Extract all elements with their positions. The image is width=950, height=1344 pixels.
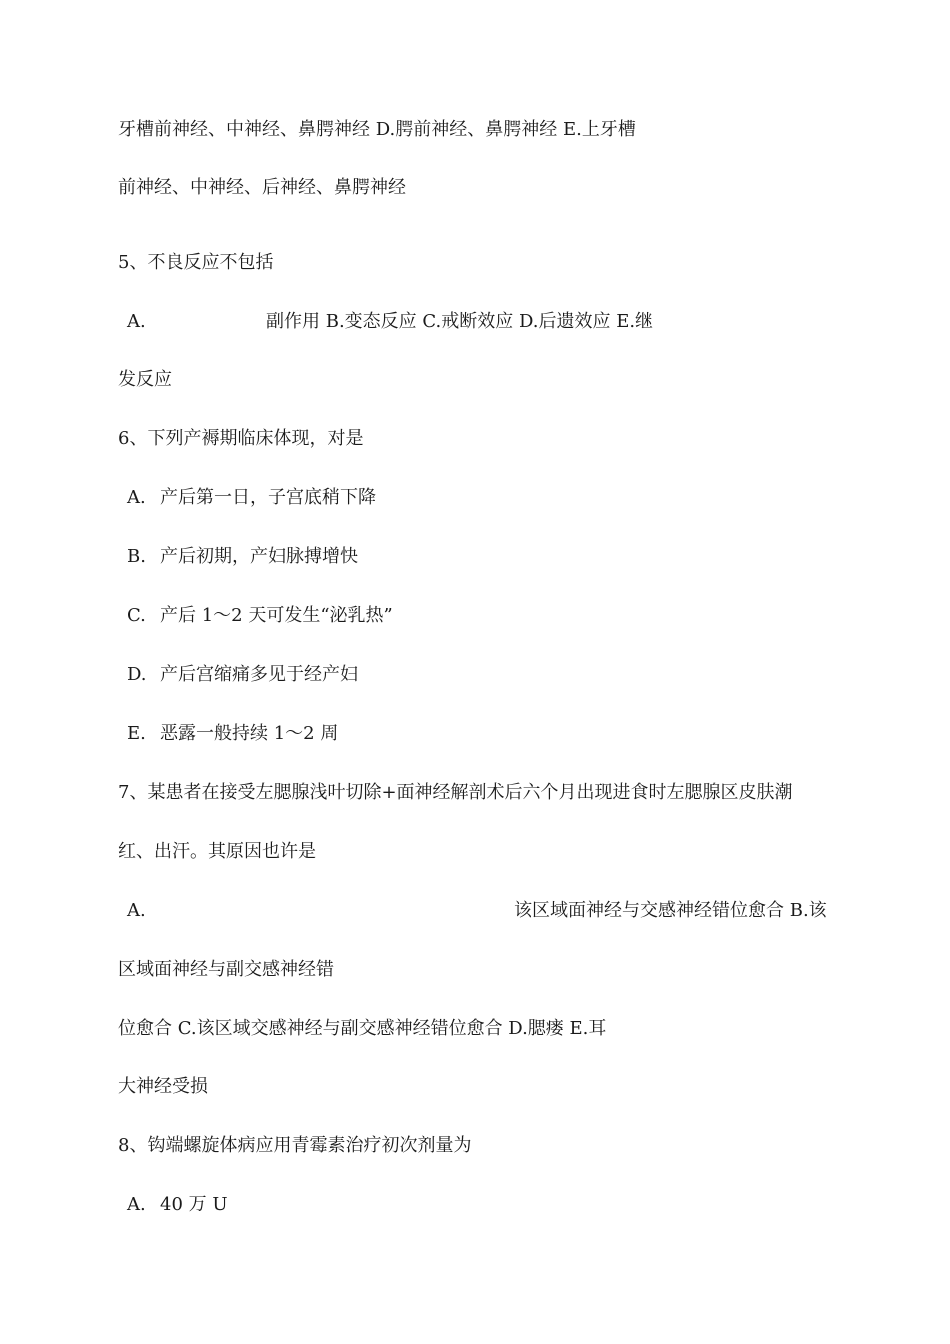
q6-option-d-letter: D. — [127, 664, 147, 685]
q7-continuation-2: 位愈合 C.该区域交感神经与副交感神经错位愈合 D.腮瘘 E.耳 — [118, 1018, 607, 1039]
q6-option-c-text: 产后 1〜2 天可发生“泌乳热” — [160, 605, 393, 626]
q6-option-b-letter: B. — [127, 546, 146, 567]
q7-continuation-1: 区域面神经与副交感神经错 — [118, 959, 334, 980]
q6-option-a-letter: A. — [127, 487, 146, 508]
q7-stem-line-2: 红、出汗。其原因也许是 — [118, 841, 316, 862]
q8-option-a-letter: A. — [127, 1194, 146, 1215]
q5-option-a-letter: A. — [127, 311, 146, 332]
q5-stem: 5、不良反应不包括 — [118, 252, 274, 273]
q5-option-a-text: 副作用 B.变态反应 C.戒断效应 D.后遗效应 E.继 — [266, 311, 654, 332]
q6-option-b-text: 产后初期，产妇脉搏增快 — [160, 546, 358, 567]
q6-stem: 6、下列产褥期临床体现，对是 — [118, 428, 364, 449]
q6-option-a-text: 产后第一日，子宫底稍下降 — [160, 487, 376, 508]
q4-continuation-line-2: 前神经、中神经、后神经、鼻腭神经 — [118, 177, 406, 198]
q5-continuation: 发反应 — [118, 369, 172, 390]
q7-option-a-text: 该区域面神经与交感神经错位愈合 B.该 — [514, 900, 827, 921]
q7-option-a-letter: A. — [127, 900, 146, 921]
q6-option-e-letter: E. — [127, 723, 146, 744]
q6-option-c-letter: C. — [127, 605, 146, 626]
q6-option-d-text: 产后宫缩痛多见于经产妇 — [160, 664, 358, 685]
q7-stem-line-1: 7、某患者在接受左腮腺浅叶切除+面神经解剖术后六个月出现进食时左腮腺区皮肤潮 — [118, 782, 793, 803]
q8-stem: 8、钩端螺旋体病应用青霉素治疗初次剂量为 — [118, 1135, 472, 1156]
q7-continuation-3: 大神经受损 — [118, 1076, 208, 1097]
q8-option-a-text: 40 万 U — [160, 1194, 228, 1215]
q4-continuation-line-1: 牙槽前神经、中神经、鼻腭神经 D.腭前神经、鼻腭神经 E.上牙槽 — [118, 119, 636, 140]
q6-option-e-text: 恶露一般持续 1〜2 周 — [160, 723, 339, 744]
